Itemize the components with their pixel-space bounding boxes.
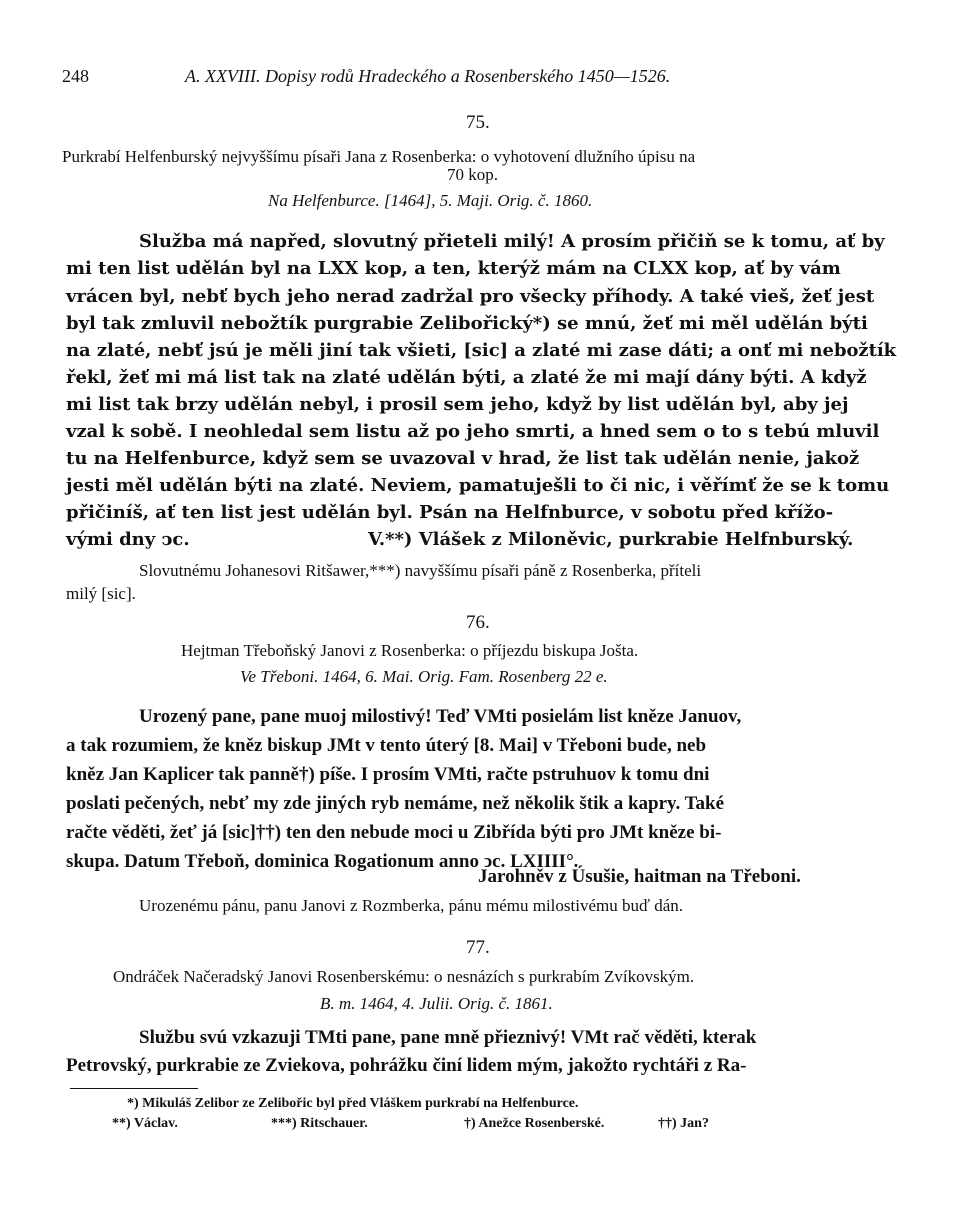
letter-summary-line: Ondráček Načeradský Janovi Rosenberskému: o nesnázích s purkrabím Zvíkovským. — [113, 967, 695, 986]
letter-address-line: Slovutnému Johanesovi Ritšawer,***) navyššímu písaři páně z Rosenberka, příteli — [139, 561, 702, 580]
letter-number: 75. — [466, 112, 490, 133]
letter-signature: Jarohněv z Úsušie, haitman na Třeboni. — [478, 866, 801, 887]
letter-source: B. m. 1464, 4. Julii. Orig. č. 1861. — [320, 994, 553, 1013]
page-number: 248 — [62, 66, 89, 86]
letter-text-line: poslati pečených, nebť my zde jiných ryb nemáme, než několik štik a kapry. Také — [66, 793, 725, 814]
letter-text-line: tu na Helfenburce, když sem se uvazoval v hrad, že list tak udělán nenie, jakož — [66, 448, 860, 469]
running-title: A. XXVIII. Dopisy rodů Hradeckého a Rosenberského 1450—1526. — [185, 66, 671, 86]
letter-text-line: řekl, žeť mi má list tak na zlaté udělán býti, a zlaté že mi mají dány býti. A když — [66, 367, 867, 388]
letter-text-line: Služba má napřed, slovutný přieteli milý! A prosím přičiň se k tomu, ať by — [139, 231, 885, 252]
letter-text-line: Urozený pane, pane muoj milostivý! Teď VMti posielám list kněze Januov, — [139, 706, 742, 727]
letter-summary-line: Hejtman Třeboňský Janovi z Rosenberka: o příjezdu biskupa Jošta. — [181, 641, 639, 660]
footnote: ***) Ritschauer. — [271, 1116, 368, 1131]
letter-text-line: a tak rozumiem, že kněz biskup JMt v tento úterý [8. Mai] v Třeboni bude, neb — [66, 735, 707, 756]
letter-address-line: milý [sic]. — [66, 584, 136, 603]
letter-text-line: na zlaté, nebť jsú je měli jiní tak všieti, [sic] a zlaté mi zase dáti; a onť mi nebožtík — [66, 340, 897, 361]
letter-text-line: Petrovský, purkrabie ze Zviekova, pohrážku činí lidem mým, jakožto rychtáři z Ra- — [66, 1055, 747, 1076]
letter-closing: vými dny ↄc. — [66, 529, 190, 550]
footnote: †) Anežce Rosenberské. — [464, 1116, 605, 1131]
letter-signature: V.**) Vlášek z Miloněvic, purkrabie Helfnburský. — [368, 529, 854, 550]
letter-text-line: vrácen byl, nebť bych jeho nerad zadržal pro všecky příhody. A také vieš, žeť jest — [66, 286, 875, 307]
footnote: ††) Jan? — [658, 1116, 709, 1131]
letter-source: Ve Třeboni. 1464, 6. Mai. Orig. Fam. Rosenberg 22 e. — [240, 667, 608, 686]
letter-number: 77. — [466, 937, 490, 958]
letter-summary-line: 70 kop. — [447, 165, 498, 184]
letter-text-line: mi ten list udělán byl na LXX kop, a ten, kterýž mám na CLXX kop, ať by vám — [66, 258, 841, 279]
footnote-divider — [70, 1088, 198, 1089]
letter-summary-line: Purkrabí Helfenburský nejvyššímu písaři Jana z Rosenberka: o vyhotovení dlužního úpisu na — [62, 147, 696, 166]
letter-text-line: jesti měl udělán býti na zlaté. Neviem, pamatuješli to či nic, i věřímť že se k tomu — [66, 475, 890, 496]
letter-source: Na Helfenburce. [1464], 5. Maji. Orig. č. 1860. — [268, 191, 593, 210]
letter-text-line: vzal k sobě. I neohledal sem listu až po jeho smrti, a hned sem o to s tebú mluvil — [66, 421, 880, 442]
letter-text-line: kněz Jan Kaplicer tak panně†) píše. I prosím VMti, račte pstruhuov k tomu dni — [66, 764, 710, 785]
letter-text-line: račte věděti, žeť já [sic]††) ten den nebude moci u Zibřída býti pro JMt kněze bi- — [66, 822, 722, 843]
letter-text-line: mi list tak brzy udělán nebyl, i prosil sem jeho, když by list udělán byl, aby jej — [66, 394, 849, 415]
footnote: **) Václav. — [112, 1116, 178, 1131]
letter-text-line: Službu svú vzkazuji TMti pane, pane mně přieznivý! VMt rač věděti, kterak — [139, 1027, 757, 1048]
letter-text-line: přičiníš, ať ten list jest udělán byl. Psán na Helfnburce, v sobotu před křížo- — [66, 502, 834, 523]
letter-text-line: byl tak zmluvil nebožtík purgrabie Zelibořický*) se mnú, žeť mi měl udělán býti — [66, 313, 868, 334]
letter-address: Urozenému pánu, panu Janovi z Rozmberka, pánu mému milostivému buď dán. — [139, 896, 683, 915]
letter-number: 76. — [466, 612, 490, 633]
footnote: *) Mikuláš Zelibor ze Zelibořic byl před Vláškem purkrabí na Helfenburce. — [127, 1096, 579, 1111]
letter-text-line: skupa. Datum Třeboň, dominica Rogationum anno ↄc. LXIIII°. — [66, 851, 579, 872]
